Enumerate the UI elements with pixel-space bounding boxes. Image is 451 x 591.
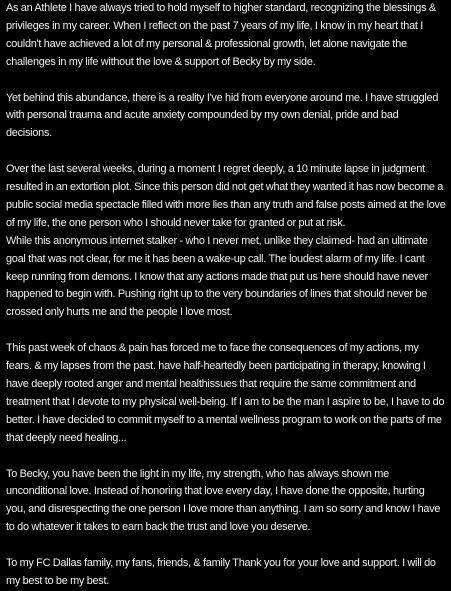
paragraph-extortion: Over the last several weeks, during a moment I regret deeply, a 10 minute lapse in judgment resulted in an extortion plot. Since this person did not get what they wanted it has now become a public social media spectacle filled with more lies than any truth and false posts aimed at the love of my life, the one person who I should never take for granted or put at risk. While this anonymous internet stalker - who I never met, unlike they claimed- had an ultimate goal that was not clear, for me it has been a wake-up call. The loudest alarm of my life. I cant keep running from demons. I know that any actions made that put us here should have never happened to begin with. Pushing right up to the very boundaries of lines that should never be crossed only hurts me and the people I love most.: [6, 163, 446, 319]
paragraph-becky: To Becky, you have been the light in my life, my strength, who has always shown me unconditional love. Instead of honoring that love every day, I have done the opposite, hurting you, and disrespecting the one person I love more than anything. I am so sorry and know I have to do whatever it takes to earn back the trust and love you deserve.: [6, 467, 441, 534]
paragraph-struggle: Yet behind this abundance, there is a reality I've hid from everyone around me. I have struggled with personal trauma and acute anxiety compounded by my own denial, pride and bad decisions.: [6, 91, 439, 140]
paragraph-thanks: To my FC Dallas family, my fans, friends, & family Thank you for your love and support. I will do my best to be my best.: [6, 557, 436, 587]
statement-text: [6, 0, 446, 591]
paragraph-intro: As an Athlete I have always tried to hold myself to higher standard, recognizing the blessings & privileges in my career. When I reflect on the past 7 years of my life, I know in my heart that I couldn't have achieved a lot of my personal & professional growth, let alone navigate the challenges in my life without the love & support of Becky by my side.: [6, 2, 436, 68]
paragraph-therapy: This past week of chaos & pain has forced me to face the consequences of my actions, my fears. & my lapses from the past. have half-heartedly been participating in therapy, knowing I have deeply rooted anger and mental healthissues that require the same commitment and treatment that I devote to my physical well-being. If I am to be the man I aspire to be, I have to do better. I have decided to commit myself to a mental wellness program to work on the parts of me that deeply need healing...: [6, 342, 445, 444]
